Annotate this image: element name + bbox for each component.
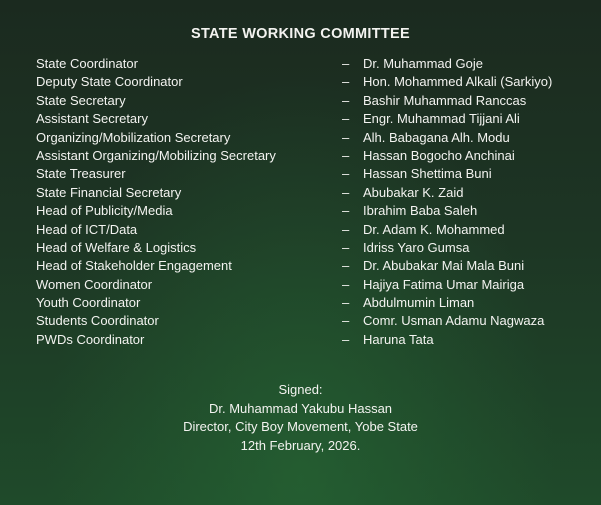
separator-dash: –	[342, 331, 350, 347]
list-item	[36, 55, 596, 73]
member-name: Engr. Muhammad Tijjani Ali	[363, 111, 520, 127]
role-label: State Treasurer	[36, 166, 126, 182]
separator-dash: –	[342, 203, 350, 219]
list-item	[36, 257, 596, 275]
separator-dash: –	[342, 221, 350, 237]
role-label: Students Coordinator	[36, 313, 159, 329]
member-name: Haruna Tata	[363, 331, 434, 347]
member-name: Dr. Adam K. Mohammed	[363, 221, 505, 237]
role-label: Head of Stakeholder Engagement	[36, 258, 232, 274]
role-label: Youth Coordinator	[36, 295, 141, 311]
member-name: Comr. Usman Adamu Nagwaza	[363, 313, 545, 329]
role-label: Assistant Secretary	[36, 111, 148, 127]
separator-dash: –	[342, 239, 350, 255]
page-title: STATE WORKING COMMITTEE	[190, 26, 410, 42]
separator-dash: –	[342, 111, 350, 127]
member-name: Hassan Bogocho Anchinai	[363, 147, 515, 163]
list-item	[36, 184, 596, 202]
member-name: Hajiya Fatima Umar Mairiga	[363, 276, 525, 292]
separator-dash: –	[342, 92, 350, 108]
list-item	[36, 276, 596, 294]
role-label: State Secretary	[36, 92, 126, 108]
role-label: Deputy State Coordinator	[36, 74, 183, 90]
role-label: State Financial Secretary	[36, 184, 182, 200]
member-name: Bashir Muhammad Ranccas	[363, 92, 527, 108]
list-item	[36, 331, 596, 349]
separator-dash: –	[342, 184, 350, 200]
list-item	[36, 147, 596, 165]
list-item	[36, 110, 596, 128]
list-item	[36, 202, 596, 220]
member-name: Dr. Abubakar Mai Mala Buni	[363, 258, 525, 274]
list-item	[36, 129, 596, 147]
role-label: Assistant Organizing/Mobilizing Secretary	[36, 147, 276, 163]
list-item	[36, 165, 596, 183]
separator-dash: –	[342, 258, 350, 274]
committee-list	[36, 55, 596, 349]
signature-block	[0, 381, 601, 455]
signature-date: 12th February, 2026.	[240, 437, 361, 453]
role-label: Women Coordinator	[36, 276, 153, 292]
separator-dash: –	[342, 313, 350, 329]
member-name: Hon. Mohammed Alkali (Sarkiyo)	[363, 74, 553, 90]
member-name: Dr. Muhammad Goje	[363, 56, 483, 71]
list-item	[36, 239, 596, 257]
separator-dash: –	[342, 295, 350, 311]
member-name: Abdulmumin Liman	[363, 295, 475, 311]
role-label: Head of ICT/Data	[36, 221, 138, 237]
separator-dash: –	[342, 166, 350, 182]
signed-label: Signed:	[278, 382, 323, 397]
separator-dash: –	[342, 276, 350, 292]
member-name: Alh. Babagana Alh. Modu	[363, 129, 510, 145]
separator-dash: –	[342, 147, 350, 163]
list-item	[36, 221, 596, 239]
role-label: State Coordinator	[36, 56, 138, 71]
separator-dash: –	[342, 56, 350, 71]
signatory-name: Dr. Muhammad Yakubu Hassan	[208, 400, 393, 416]
member-name: Idriss Yaro Gumsa	[363, 239, 470, 255]
member-name: Hassan Shettima Buni	[363, 166, 492, 182]
list-item	[36, 294, 596, 312]
separator-dash: –	[342, 129, 350, 145]
role-label: PWDs Coordinator	[36, 331, 145, 347]
role-label: Head of Welfare & Logistics	[36, 239, 197, 255]
separator-dash: –	[342, 74, 350, 90]
role-label: Head of Publicity/Media	[36, 203, 173, 219]
member-name: Abubakar K. Zaid	[363, 184, 464, 200]
signatory-position: Director, City Boy Movement, Yobe State	[183, 419, 418, 434]
member-name: Ibrahim Baba Saleh	[363, 203, 478, 219]
list-item	[36, 312, 596, 330]
list-item	[36, 73, 596, 91]
list-item	[36, 92, 596, 110]
role-label: Organizing/Mobilization Secretary	[36, 129, 231, 145]
